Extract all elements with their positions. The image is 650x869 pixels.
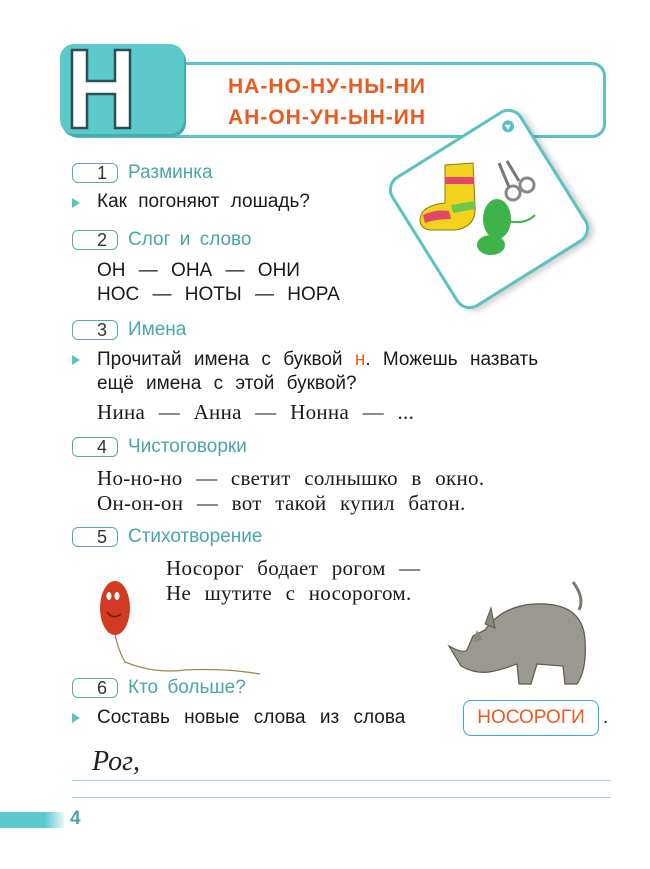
section-title: Имена [128, 319, 187, 340]
task-text: Составь новые слова из слова [97, 707, 406, 728]
bullet-icon [72, 355, 80, 365]
bullet-icon [72, 198, 80, 208]
tongue-twister-line-2: Он-он-он — вот такой купил батон. [97, 491, 466, 515]
section-number: 5 [72, 527, 118, 547]
section-title: Стихотворение [128, 526, 263, 547]
task-text-part: . Можешь назвать [365, 349, 539, 370]
section-1-header [72, 162, 213, 184]
handwriting-sample: Рог, [92, 746, 141, 777]
play-icon[interactable] [500, 118, 517, 135]
section-number: 3 [72, 320, 118, 340]
section-number: 6 [72, 678, 118, 698]
bullet-icon [72, 713, 80, 723]
tongue-twister-line-1: Но-но-но — светит солнышко в окно. [97, 466, 485, 490]
writing-line-top [72, 780, 611, 781]
section-title: Чистоговорки [128, 436, 247, 457]
task-text-part: Прочитай имена с буквой [97, 349, 355, 370]
syllable-words-line-2: НОС — НОТЫ — НОРА [97, 284, 340, 305]
page-number: 4 [70, 808, 81, 829]
poem-line-2: Не шутите с носорогом. [166, 581, 412, 605]
section-4-header [72, 436, 247, 458]
task-text [97, 349, 538, 371]
highlight-letter: н [354, 349, 366, 370]
section-number: 1 [72, 163, 118, 183]
section-2-header [72, 229, 252, 251]
page-bar [0, 812, 64, 828]
source-word-box: НОСОРОГИ [463, 700, 599, 736]
poem-line-1: Носорог бодает рогом — [166, 556, 421, 580]
balloon-illustration [95, 578, 265, 678]
section-6-header [72, 677, 246, 699]
letter-n-icon [70, 48, 132, 130]
syllable-words-line-1: ОН — ОНА — ОНИ [97, 260, 300, 281]
writing-line-bottom [72, 797, 611, 798]
rhino-illustration [445, 580, 595, 690]
sock-scissors-yarn-illustration [415, 135, 563, 283]
task-text-line-2: ещё имена с этой буквой? [97, 373, 357, 394]
section-title: Разминка [128, 162, 213, 183]
section-title: Слог и слово [128, 229, 252, 250]
task-text: Как погоняют лошадь? [97, 191, 310, 212]
section-3-header [72, 319, 186, 341]
names-line: Нина — Анна — Нонна — ... [97, 400, 415, 424]
letter-tile [60, 44, 184, 134]
section-number: 2 [72, 230, 118, 250]
section-5-header [72, 526, 262, 548]
section-title: Кто больше? [128, 677, 246, 698]
syllables-line-1: НА-НО-НУ-НЫ-НИ [228, 75, 427, 98]
section-number: 4 [72, 437, 118, 457]
trailing-period: . [603, 707, 609, 728]
syllables-line-2: АН-ОН-УН-ЫН-ИН [228, 106, 427, 129]
